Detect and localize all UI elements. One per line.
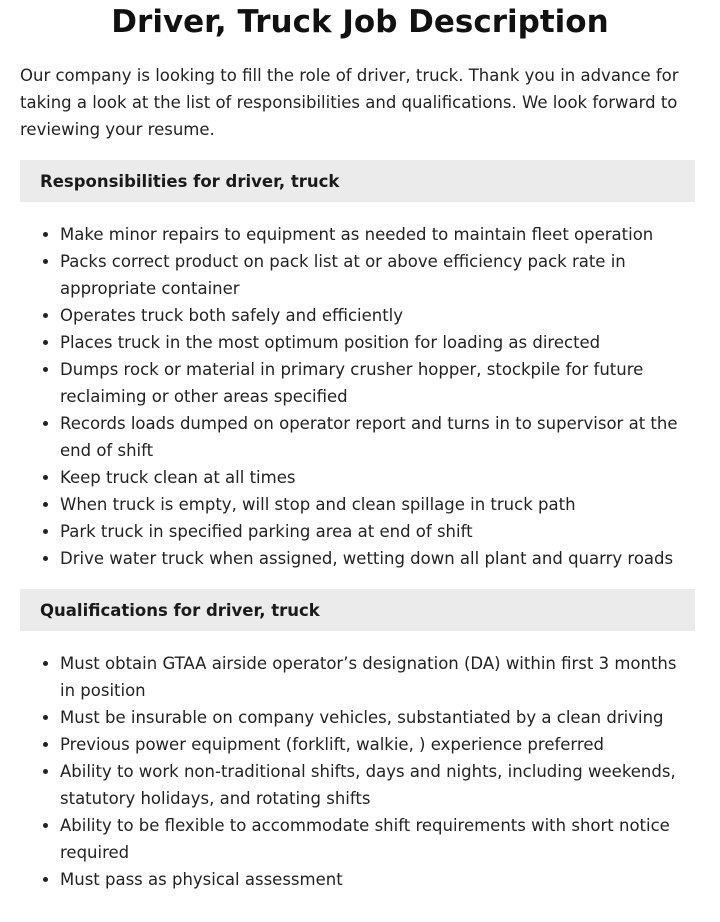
qualifications-heading: Qualifications for driver, truck	[20, 589, 695, 631]
list-item: • Previous power equipment (forklift, walkie, ) experience preferred	[60, 731, 695, 758]
list-item: • Records loads dumped on operator report and turns in to supervisor at the end of shift	[60, 410, 695, 464]
qualifications-list	[20, 650, 695, 893]
responsibilities-section	[0, 160, 720, 572]
list-item: • Must be insurable on company vehicles, substantiated by a clean driving	[60, 704, 695, 731]
page-title: Driver, Truck Job Description	[111, 4, 609, 40]
list-item: • Dumps rock or material in primary crusher hopper, stockpile for future reclaiming or other areas specified	[60, 356, 695, 410]
qualifications-section	[0, 589, 720, 893]
list-item: • Make minor repairs to equipment as needed to maintain fleet operation	[60, 221, 695, 248]
intro-paragraph: Our company is looking to fill the role of driver, truck. Thank you in advance for taking a look at the list of responsibilities and qualifications. We look forward to reviewing your resume.	[20, 66, 679, 139]
list-item: • Must pass as physical assessment	[60, 866, 695, 893]
list-item: • Packs correct product on pack list at or above efficiency pack rate in appropriate container	[60, 248, 695, 302]
list-item: • Keep truck clean at all times	[60, 464, 695, 491]
list-item: • Park truck in specified parking area at end of shift	[60, 518, 695, 545]
responsibilities-heading: Responsibilities for driver, truck	[20, 160, 695, 202]
list-item: • Ability to be flexible to accommodate shift requirements with short notice required	[60, 812, 695, 866]
list-item: • Ability to work non-traditional shifts, days and nights, including weekends, statutory holidays, and rotating shifts	[60, 758, 695, 812]
list-item: • Places truck in the most optimum position for loading as directed	[60, 329, 695, 356]
list-item: • Must obtain GTAA airside operator’s designation (DA) within first 3 months in position	[60, 650, 695, 704]
list-item: • When truck is empty, will stop and clean spillage in truck path	[60, 491, 695, 518]
responsibilities-list	[20, 221, 695, 572]
list-item: • Operates truck both safely and efficiently	[60, 302, 695, 329]
list-item: • Drive water truck when assigned, wetting down all plant and quarry roads	[60, 545, 695, 572]
